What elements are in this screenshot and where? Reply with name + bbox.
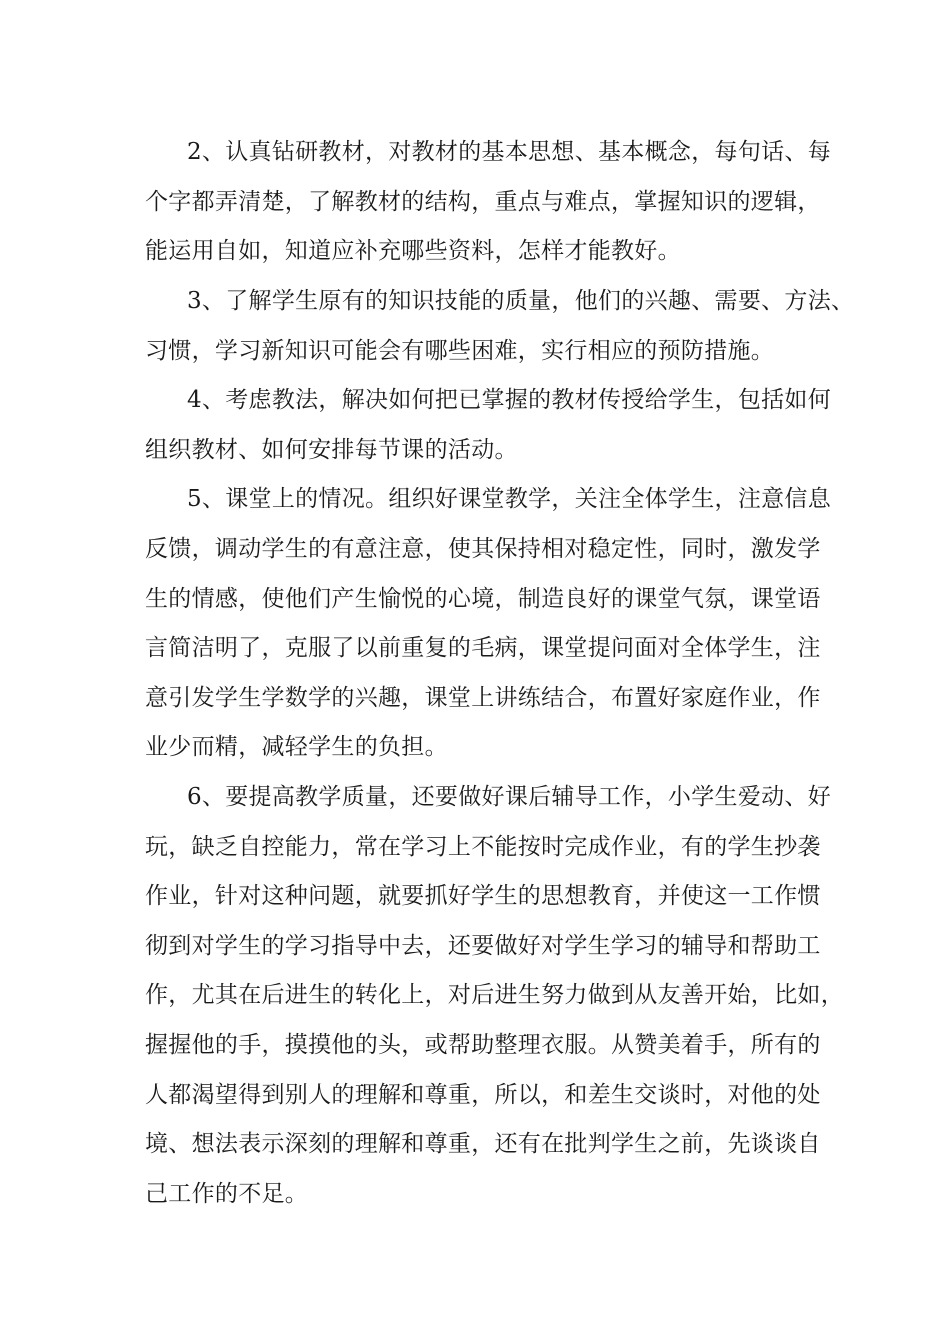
paragraph-6-line-6: 握握他的手，摸摸他的头，或帮助整理衣服。从赞美着手，所有的 <box>145 1032 821 1058</box>
paragraph-5-line-5: 意引发学生学数学的兴趣，课堂上讲练结合，布置好家庭作业，作 <box>145 685 821 711</box>
paragraph-4-line-2: 组织教材、如何安排每节课的活动。 <box>145 437 518 463</box>
paragraph-3-line-2: 习惯，学习新知识可能会有哪些困难，实行相应的预防措施。 <box>145 338 775 364</box>
paragraph-5-line-6: 业少而精，减轻学生的负担。 <box>145 734 448 760</box>
paragraph-6-line-8: 境、想法表示深刻的理解和尊重，还有在批判学生之前，先谈谈自 <box>145 1131 821 1157</box>
paragraph-6-line-1: 6、要提高教学质量，还要做好课后辅导工作，小学生爱动、好 <box>187 784 832 810</box>
paragraph-6-line-9: 己工作的不足。 <box>145 1181 309 1207</box>
paragraph-2-line-2: 个字都弄清楚，了解教材的结构，重点与难点，掌握知识的逻辑， <box>145 189 821 215</box>
paragraph-4-line-1: 4、考虑教法，解决如何把已掌握的教材传授给学生，包括如何 <box>187 387 832 413</box>
paragraph-6-line-7: 人都渴望得到别人的理解和尊重，所以，和差生交谈时，对他的处 <box>145 1082 821 1108</box>
paragraph-6-line-3: 作业，针对这种问题，就要抓好学生的思想教育，并使这一工作惯 <box>145 883 821 909</box>
paragraph-6-line-2: 玩，缺乏自控能力，常在学习上不能按时完成作业，有的学生抄袭 <box>145 834 821 860</box>
paragraph-3-line-1: 3、了解学生原有的知识技能的质量，他们的兴趣、需要、方法、 <box>187 288 855 314</box>
paragraph-6-line-4: 彻到对学生的学习指导中去，还要做好对学生学习的辅导和帮助工 <box>145 933 821 959</box>
paragraph-6-line-5: 作，尤其在后进生的转化上，对后进生努力做到从友善开始，比如， <box>145 982 844 1008</box>
paragraph-5-line-3: 生的情感，使他们产生愉悦的心境，制造良好的课堂气氛，课堂语 <box>145 586 821 612</box>
paragraph-2-line-3: 能运用自如，知道应补充哪些资料，怎样才能教好。 <box>145 238 681 264</box>
paragraph-5-line-1: 5、课堂上的情况。组织好课堂教学，关注全体学生，注意信息 <box>187 486 832 512</box>
paragraph-5-line-2: 反馈，调动学生的有意注意，使其保持相对稳定性，同时，激发学 <box>145 536 821 562</box>
paragraph-2-line-1: 2、认真钻研教材，对教材的基本思想、基本概念，每句话、每 <box>187 139 832 165</box>
paragraph-5-line-4: 言简洁明了，克服了以前重复的毛病，课堂提问面对全体学生，注 <box>145 635 821 661</box>
